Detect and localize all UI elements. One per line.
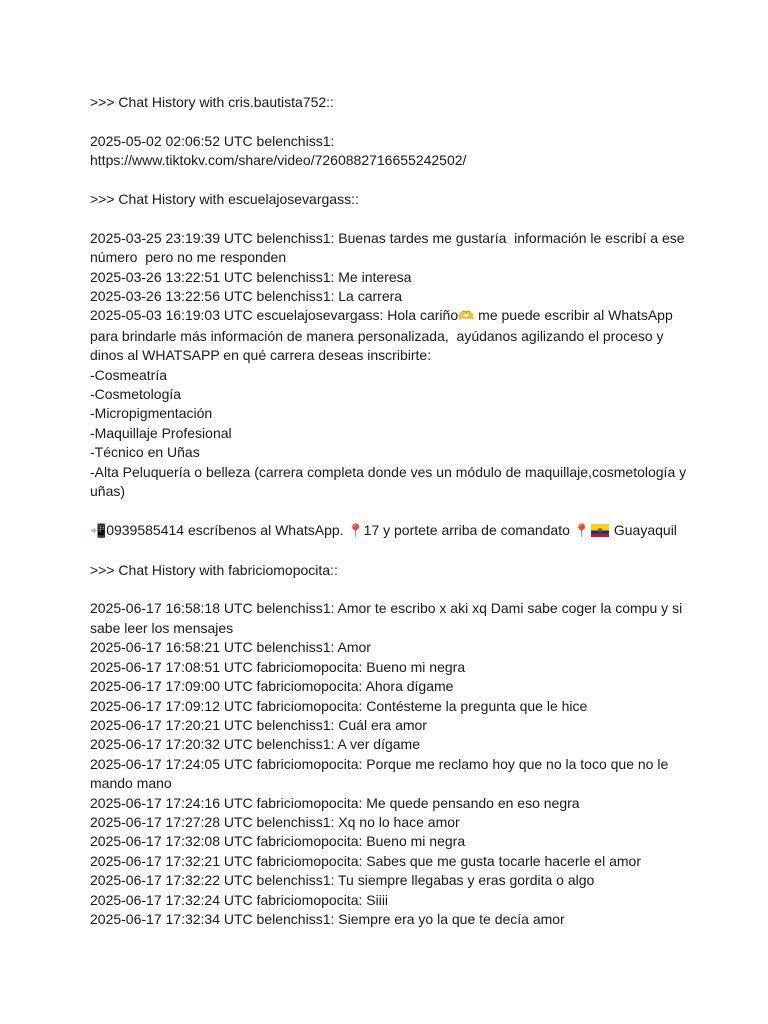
spacer xyxy=(90,171,690,190)
message-line: 2025-06-17 17:32:24 UTC fabriciomopocita: Siiii xyxy=(90,891,389,908)
location-pin-icon: 📍 xyxy=(573,523,590,539)
spacer xyxy=(90,541,690,560)
address-text: 17 y portete arriba de comandato xyxy=(363,521,574,538)
spacer xyxy=(90,501,690,520)
message-line: 2025-03-26 13:22:56 UTC belenchiss1: La carrera xyxy=(90,288,403,305)
heart-hands-icon: 🫶 xyxy=(458,309,475,325)
message-line: 2025-06-17 16:58:18 UTC belenchiss1: Amor te escribo x aki xq Dami sabe coger la compu y si sabe leer los mensajes xyxy=(90,600,687,636)
message-line: 2025-06-17 17:27:28 UTC belenchiss1: Xq no lo hace amor xyxy=(90,813,460,830)
message-line: 2025-06-17 17:32:22 UTC belenchiss1: Tu siempre llegabas y eras gordita o algo xyxy=(90,872,595,889)
reply-text-part1: 2025-05-03 16:19:03 UTC escuelajosevargass: Hola cariño xyxy=(90,307,459,324)
mobile-phone-icon: 📲 xyxy=(90,523,107,539)
message-line: 2025-06-17 17:09:00 UTC fabriciomopocita: Ahora dígame xyxy=(90,678,454,695)
option-item: -Alta Peluquería o belleza (carrera completa donde ves un módulo de maquillaje,cosmetología y uñas) xyxy=(90,463,691,500)
message-line: 2025-05-02 02:06:52 UTC belenchiss1: xyxy=(90,132,335,149)
option-item: -Cosmetología xyxy=(90,386,182,403)
spacer xyxy=(90,580,690,599)
message-line: 2025-06-17 17:32:34 UTC belenchiss1: Siempre era yo la que te decía amor xyxy=(90,910,565,927)
chat-header: >>> Chat History with fabriciomopocita:: xyxy=(90,561,338,578)
location-pin-icon: 📍 xyxy=(347,523,364,539)
message-line: 2025-06-17 17:20:32 UTC belenchiss1: A ver dígame xyxy=(90,736,420,753)
option-item: -Cosmeatría xyxy=(90,366,168,383)
spacer xyxy=(90,112,690,131)
chat-history-document xyxy=(90,93,690,929)
message-line: 2025-06-17 17:32:21 UTC fabriciomopocita: Sabes que me gusta tocarle hacerle el amor xyxy=(90,852,641,869)
message-line: 2025-03-25 23:19:39 UTC belenchiss1: Buenas tardes me gustaría información le escribí a ese número pero no me responden xyxy=(90,229,689,266)
message-line: 2025-06-17 17:20:21 UTC belenchiss1: Cuál era amor xyxy=(90,716,427,733)
message-line: 2025-06-17 16:58:21 UTC belenchiss1: Amor xyxy=(90,639,371,656)
contact-line xyxy=(90,521,690,541)
message-line: 2025-06-17 17:09:12 UTC fabriciomopocita: Contésteme la pregunta que le hice xyxy=(90,697,588,714)
message-line: 2025-06-17 17:24:05 UTC fabriciomopocita: Porque me reclamo hoy que no la toco que no le mando mano xyxy=(90,755,673,792)
option-item: -Técnico en Uñas xyxy=(90,444,200,461)
message-link: https://www.tiktokv.com/share/video/7260882716655242502/ xyxy=(90,152,467,169)
message-line: 2025-06-17 17:32:08 UTC fabriciomopocita: Bueno mi negra xyxy=(90,833,466,850)
phone-text: 0939585414 escríbenos al WhatsApp. xyxy=(106,521,348,538)
message-line: 2025-03-26 13:22:51 UTC belenchiss1: Me interesa xyxy=(90,268,412,285)
message-line: 2025-06-17 17:08:51 UTC fabriciomopocita: Bueno mi negra xyxy=(90,658,466,675)
option-item: -Micropigmentación xyxy=(90,405,213,422)
chat-header: >>> Chat History with escuelajosevargass:: xyxy=(90,191,359,207)
option-item: -Maquillaje Profesional xyxy=(90,424,232,441)
message-line xyxy=(90,306,690,365)
message-line: 2025-06-17 17:24:16 UTC fabriciomopocita: Me quede pensando en eso negra xyxy=(90,794,580,811)
city-text: Guayaquil xyxy=(609,521,677,538)
ecuador-flag-icon xyxy=(591,524,609,537)
spacer xyxy=(90,209,690,228)
chat-header: >>> Chat History with cris.bautista752:: xyxy=(90,94,334,110)
reply-text-part2: me puede escribir al WhatsApp para brindarle más información de manera personalizada, ayúdanos agilizando el proceso y dinos al WHATSAPP en qué carrera deseas inscribirte: xyxy=(90,307,677,364)
